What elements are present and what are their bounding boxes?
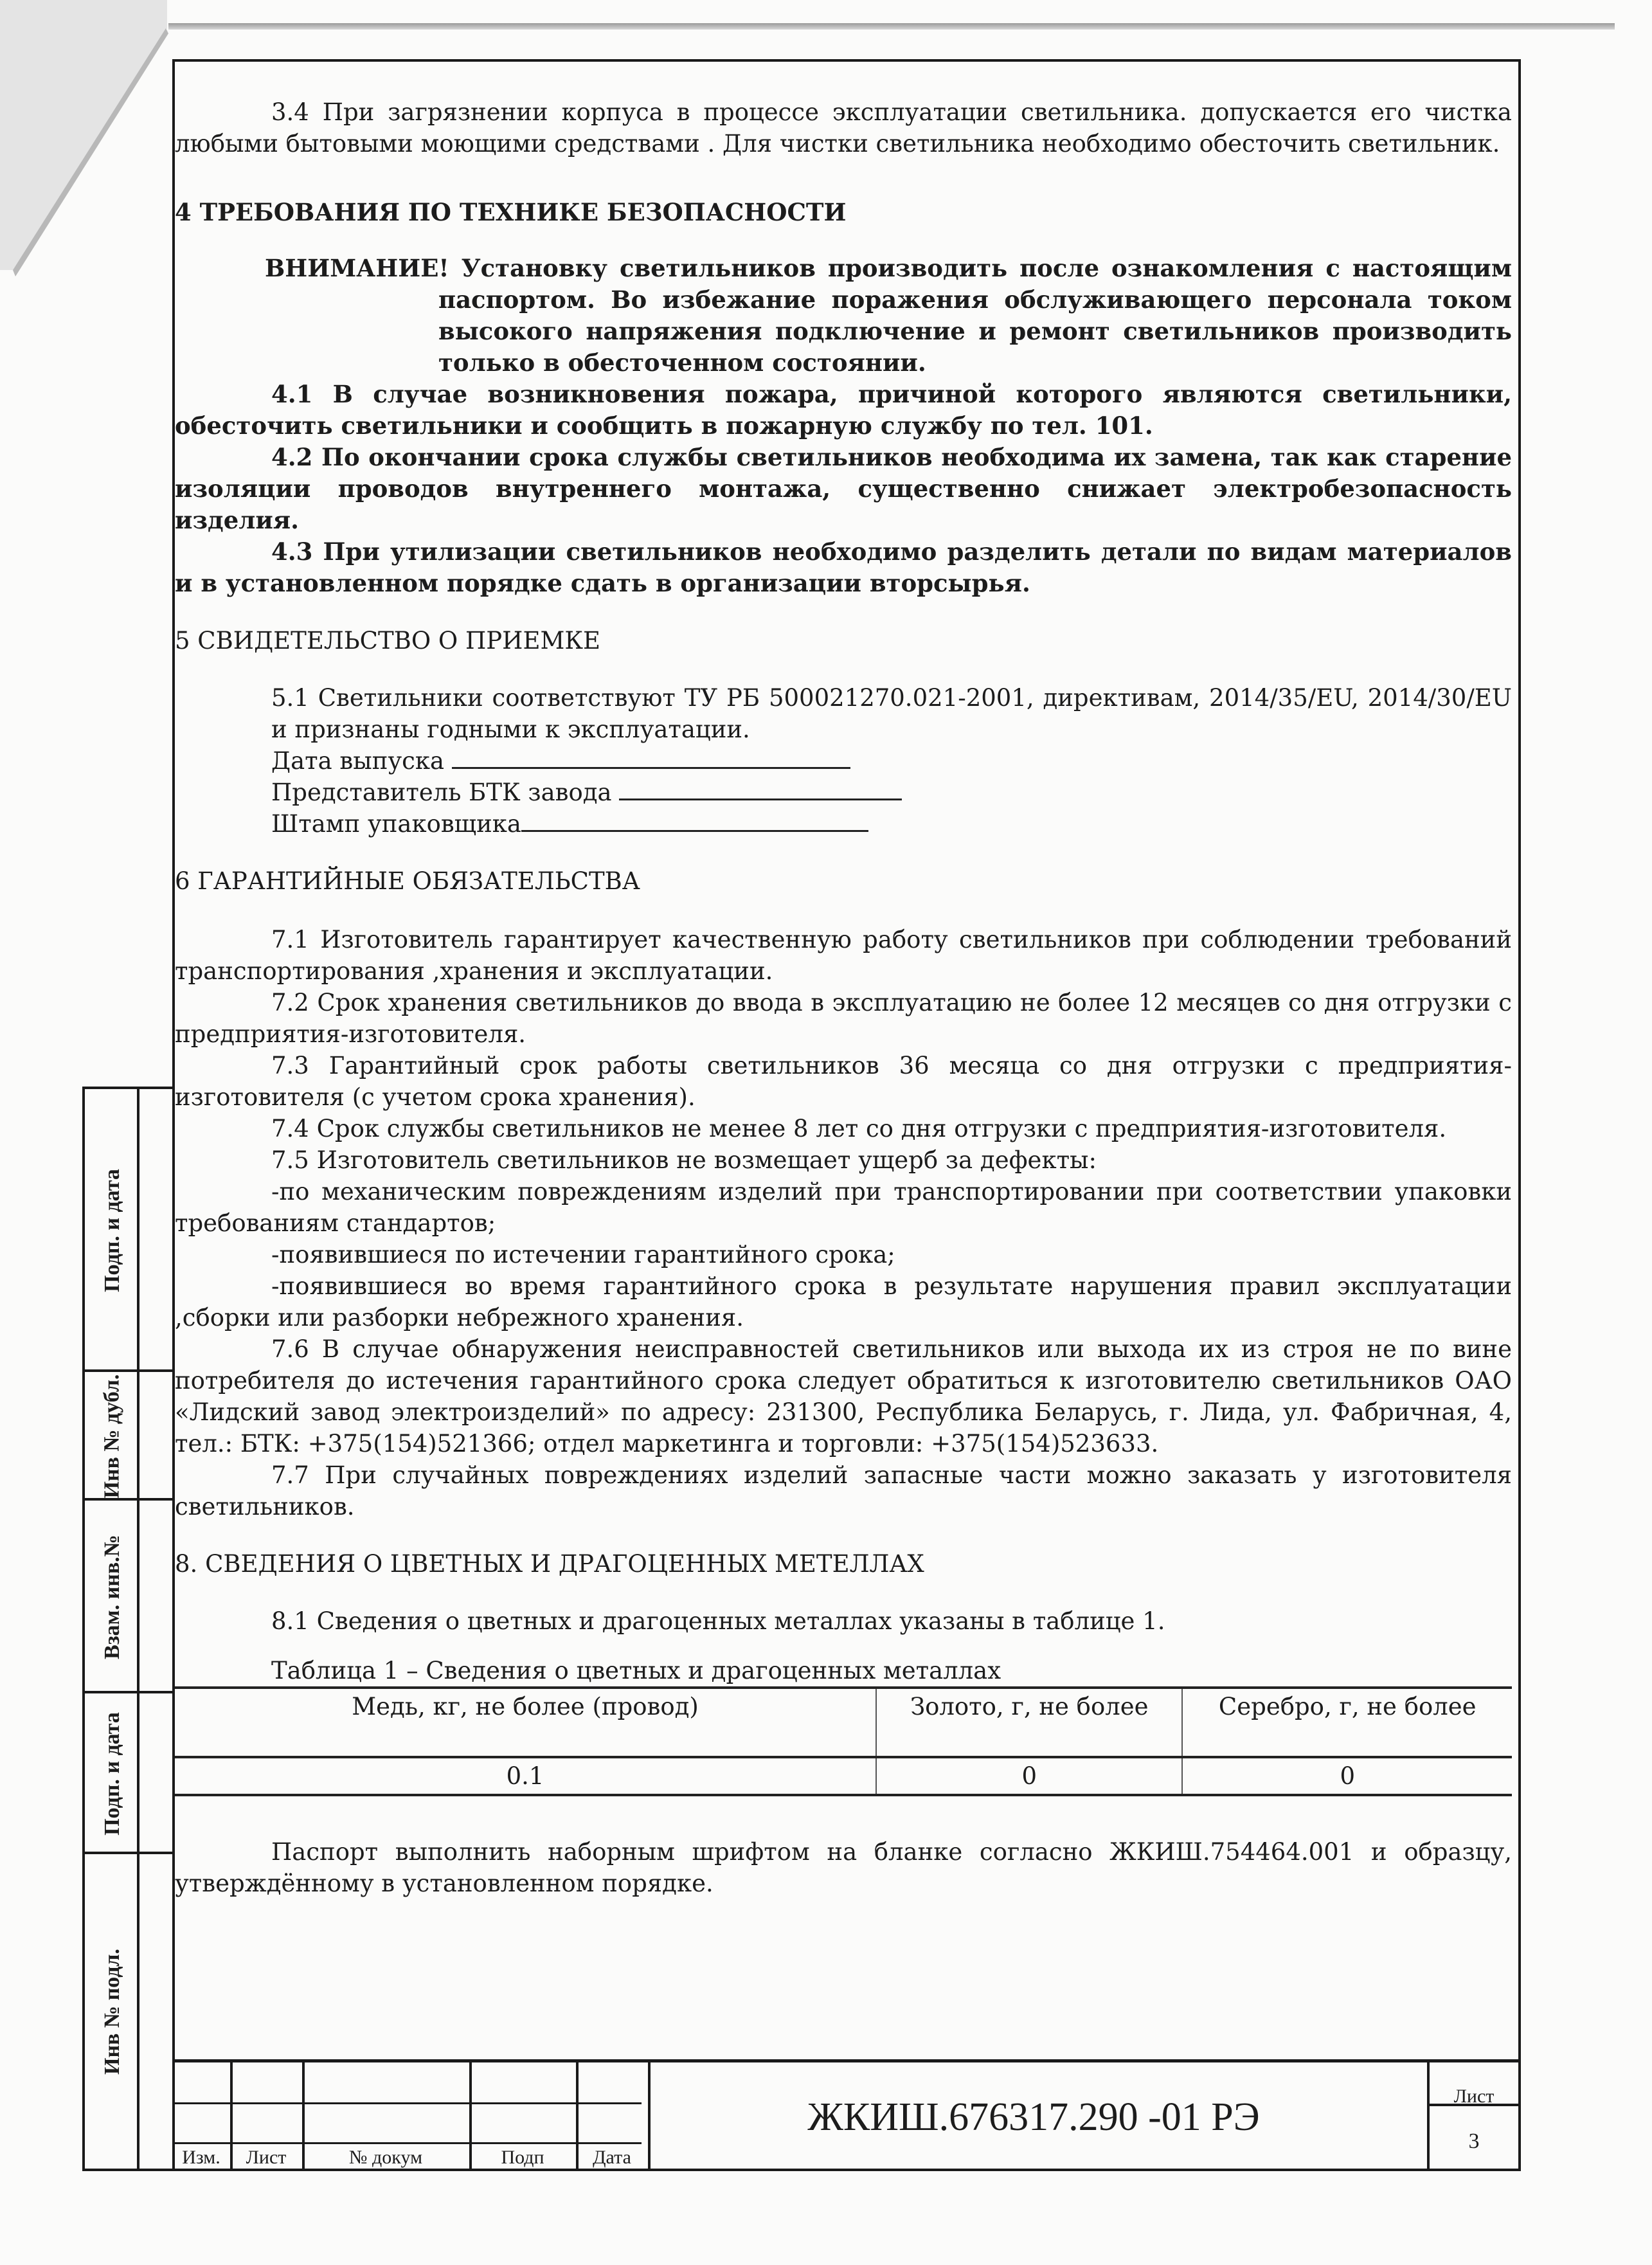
paragraph-7-3: 7.3 Гарантийный срок работы светильников 36 месяца со дня отгрузки с предприятия-изготовителя (с учетом срока хранения). xyxy=(175,1052,1512,1111)
section-6-heading: 6 ГАРАНТИЙНЫЕ ОБЯЗАТЕЛЬСТВА xyxy=(175,867,640,895)
final-note: Паспорт выполнить наборным шрифтом на бланке согласно ЖКИШ.754464.001 и образцу, утверждённому в установленном порядке. xyxy=(175,1838,1512,1897)
col-signature: Подп xyxy=(501,2147,544,2168)
stamp-label-replace-inv: Взам. инв.№ xyxy=(100,1535,124,1659)
otk-representative-blank[interactable] xyxy=(619,779,902,800)
sheet-label: Лист xyxy=(1453,2086,1495,2107)
table-row xyxy=(175,1757,1512,1795)
paragraph-7-2: 7.2 Срок хранения светильников до ввода в эксплуатацию не более 12 месяцев со дня отгрузки с предприятия-изготовителя. xyxy=(175,989,1512,1048)
paragraph-7-7: 7.7 При случайных повреждениях изделий запасные части можно заказать у изготовителя светильников. xyxy=(175,1461,1512,1521)
paragraph-8-1: 8.1 Сведения о цветных и драгоценных металлах указаны в таблице 1. xyxy=(271,1607,1165,1635)
page-top-edge xyxy=(168,23,1615,30)
table-header-row xyxy=(175,1688,1512,1757)
table-caption: Таблица 1 – Сведения о цветных и драгоценных металлах xyxy=(271,1657,1001,1684)
col-date: Дата xyxy=(593,2147,631,2168)
value-silver: 0 xyxy=(1182,1757,1512,1795)
header-gold: Золото, г, не более xyxy=(876,1688,1182,1757)
sheet-number: 3 xyxy=(1468,2129,1480,2153)
field-otk-representative xyxy=(175,777,1512,808)
field-label: Дата выпуска xyxy=(271,747,445,775)
field-label: Представитель БТК завода xyxy=(271,779,612,806)
col-change: Изм. xyxy=(182,2147,220,2168)
paragraph-7-6: 7.6 В случае обнаружения неисправностей светильников или выхода их из строя не по вине потребителя до истечения гарантийного срока следует обратиться к изготовителю светильников ОАО «Лидский завод электроизделий» по адресу: 231300, Республика Беларусь, г. Лида, ул. Фабричная, 4, тел.: БТК: +375(154)521366; отдел маркетинга и торговли: +375(154)523633. xyxy=(175,1335,1512,1457)
col-doc-number: № докум xyxy=(348,2147,423,2168)
paragraph-7-5: 7.5 Изготовитель светильников не возмещает ущерб за дефекты: xyxy=(271,1146,1097,1174)
section-5-heading: 5 СВИДЕТЕЛЬСТВО О ПРИЕМКЕ xyxy=(175,627,600,654)
paragraph-4-2: 4.2 По окончании срока службы светильников необходима их замена, так как старение изоляции проводов внутреннего монтажа, существенно снижает электробезопасность изделия. xyxy=(175,443,1512,534)
grid-line xyxy=(1427,2062,1430,2171)
section-8-heading: 8. СВЕДЕНИЯ О ЦВЕТНЫХ И ДРАГОЦЕННЫХ МЕТЕЛЛАХ xyxy=(175,1550,924,1578)
stamp-label-dup-inv: Инв № дубл. xyxy=(100,1374,124,1499)
stamp-column xyxy=(82,1087,172,2171)
header-copper: Медь, кг, не более (провод) xyxy=(175,1688,876,1757)
metals-table xyxy=(175,1686,1512,1796)
defect-item: -по механическим повреждениям изделий при транспортировании при соответствии упаковки требованиям стандартов; xyxy=(175,1178,1512,1237)
grid-line xyxy=(648,2062,651,2171)
warning-paragraph xyxy=(175,253,1512,379)
title-block xyxy=(172,2059,1521,2171)
paragraph-7-1: 7.1 Изготовитель гарантирует качественную работу светильников при соблюдении требований транспортирования ,хранения и эксплуатации. xyxy=(175,926,1512,985)
document-body xyxy=(175,96,1512,1899)
packer-stamp-blank[interactable] xyxy=(521,811,868,832)
stamp-label-orig-inv: Инв № подл. xyxy=(100,1949,124,2075)
grid-line xyxy=(172,2142,642,2144)
header-silver: Серебро, г, не более xyxy=(1182,1688,1512,1757)
value-gold: 0 xyxy=(876,1757,1182,1795)
paragraph-7-4: 7.4 Срок службы светильников не менее 8 лет со дня отгрузки с предприятия-изготовителя. xyxy=(271,1115,1447,1142)
release-date-blank[interactable] xyxy=(452,748,850,769)
stamp-label-sign-date-1: Подп. и дата xyxy=(100,1169,124,1292)
col-sheet: Лист xyxy=(246,2147,287,2168)
warning-label: ВНИМАНИЕ! xyxy=(265,254,449,282)
field-release-date xyxy=(175,745,1512,777)
grid-line xyxy=(172,2102,642,2104)
paragraph-4-3: 4.3 При утилизации светильников необходимо разделить детали по видам материалов и в установленном порядке сдать в организации вторсырья. xyxy=(175,537,1512,597)
document-code: ЖКИШ.676317.290 -01 РЭ xyxy=(807,2095,1260,2139)
section-4-heading: 4 ТРЕБОВАНИЯ ПО ТЕХНИКЕ БЕЗОПАСНОСТИ xyxy=(175,198,847,226)
paragraph-3-4: 3.4 При загрязнении корпуса в процессе эксплуатации светильника. допускается его чистка любыми бытовыми моющими средствами . Для чистки светильника необходимо обесточить светильник. xyxy=(175,98,1512,158)
paragraph-5-1: 5.1 Светильники соответствуют ТУ РБ 500021270.021-2001, директивам, 2014/35/EU, 2014/30/EU и признаны годными к эксплуатации. xyxy=(271,684,1512,743)
warning-text: Установку светильников производить после ознакомления с настоящим паспортом. Во избежание поражения обслуживающего персонала током высокого напряжения подключение и ремонт светильников производить только в обесточенном состоянии. xyxy=(438,254,1512,377)
defect-item: -появившиеся во время гарантийного срока в результате нарушения правил эксплуатации ,сборки или разборки небрежного хранения. xyxy=(175,1272,1512,1331)
field-label: Штамп упаковщика xyxy=(271,810,521,838)
paragraph-4-1: 4.1 В случае возникновения пожара, причиной которого являются светильники, обесточить светильники и сообщить в пожарную службу по тел. 101. xyxy=(175,380,1512,440)
value-copper: 0.1 xyxy=(175,1757,876,1795)
stamp-label-sign-date-2: Подп. и дата xyxy=(100,1712,124,1836)
field-packer-stamp xyxy=(175,808,1512,840)
defect-item: -появившиеся по истечении гарантийного срока; xyxy=(271,1241,895,1268)
